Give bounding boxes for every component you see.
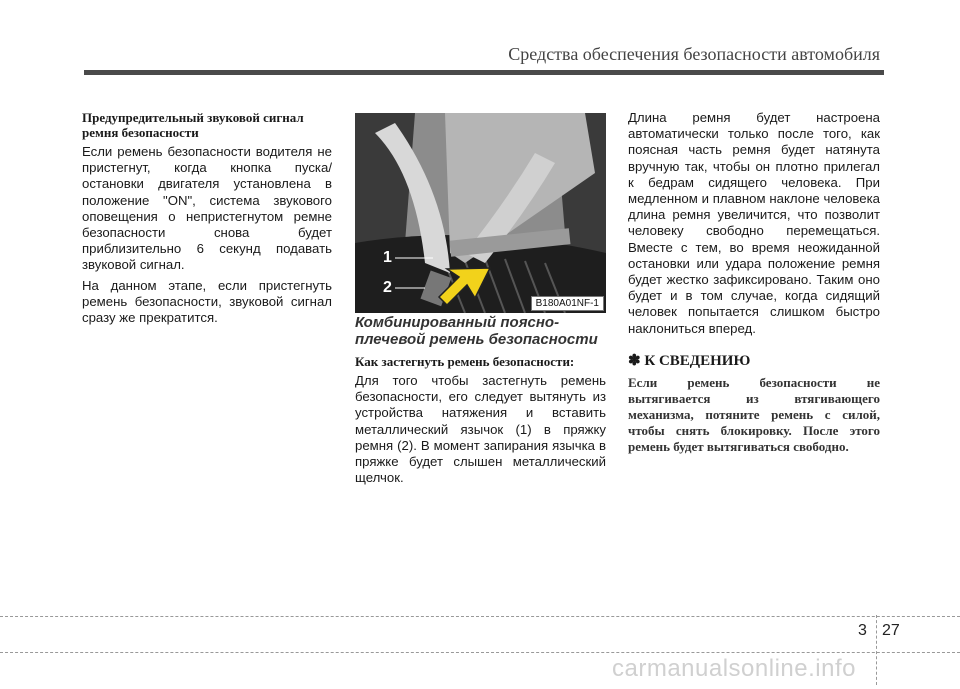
notice-title: К СВЕДЕНИЮ: [644, 352, 751, 369]
seatbelt-figure: [355, 113, 606, 313]
seatbelt-illustration: [355, 113, 606, 313]
page-header-title: Средства обеспечения безопасности автомобиля: [508, 44, 880, 64]
chapter-number: 3: [858, 622, 867, 639]
footer-dashed-line: [0, 616, 960, 618]
middle-subheading: Как застегнуть ремень безопасности:: [355, 354, 575, 369]
middle-paragraph-1: Для того чтобы застегнуть ремень безопасности, его следует вытянуть из устройства натяжения и вставить металлический язычок (1) в пряжку ремня (2). В момент запирания язычка в пряжке будет слышен металлический щелчок.: [355, 373, 606, 486]
header-rule: [84, 70, 884, 75]
left-subheading: Предупредительный звуковой сигнал ремня безопасности: [82, 110, 304, 140]
left-paragraph-2: На данном этапе, если пристегнуть ремень безопасности, звуковой сигнал сразу же прекратится.: [82, 277, 332, 326]
right-paragraph-1: Длина ремня будет настроена автоматически только после того, как поясная часть ремня будет натянута вручную так, чтобы он плотно прилегал к бедрам сидящего человека. При медленном и плавном наклоне человека длина ремня увеличится, что позволит человеку свободно перемещаться. Вместе с тем, во время неожиданной остановки или удара положение ремня будет жестко зафиксировано. Таким оно будет и в том случае, когда сидящий человек попытается слишком быстро наклониться вперед.: [628, 110, 880, 336]
page-number-divider: [876, 615, 878, 685]
callout-2: 2: [383, 279, 392, 296]
footer-dashed-line-lower: [0, 652, 960, 654]
right-column: [628, 110, 880, 455]
notice-heading: [628, 353, 880, 369]
section-title: Комбинированный поясно-плечевой ремень безопасности: [355, 314, 598, 348]
watermark-text: carmanualsonline.info: [612, 655, 856, 682]
middle-column: [355, 314, 606, 490]
left-paragraph-1: Если ремень безопасности водителя не пристегнут, когда кнопка пуска/остановки двигателя установлена в положение "ON", система звукового оповещения о непристегнутом ремне безопасности снова будет приблизительно 6 секунд подавать звуковой сигнал.: [82, 144, 332, 273]
left-column: [82, 110, 332, 330]
callout-1: 1: [383, 249, 392, 266]
page-number: 27: [882, 622, 900, 639]
figure-code-label: B180A01NF-1: [531, 296, 604, 311]
notice-text: Если ремень безопасности не вытягивается из втягивающего механизма, потяните ремень с силой, чтобы снять блокировку. После этого ремень будет вытягиваться свободно.: [628, 375, 880, 455]
notice-star-icon: ✽: [628, 352, 641, 369]
